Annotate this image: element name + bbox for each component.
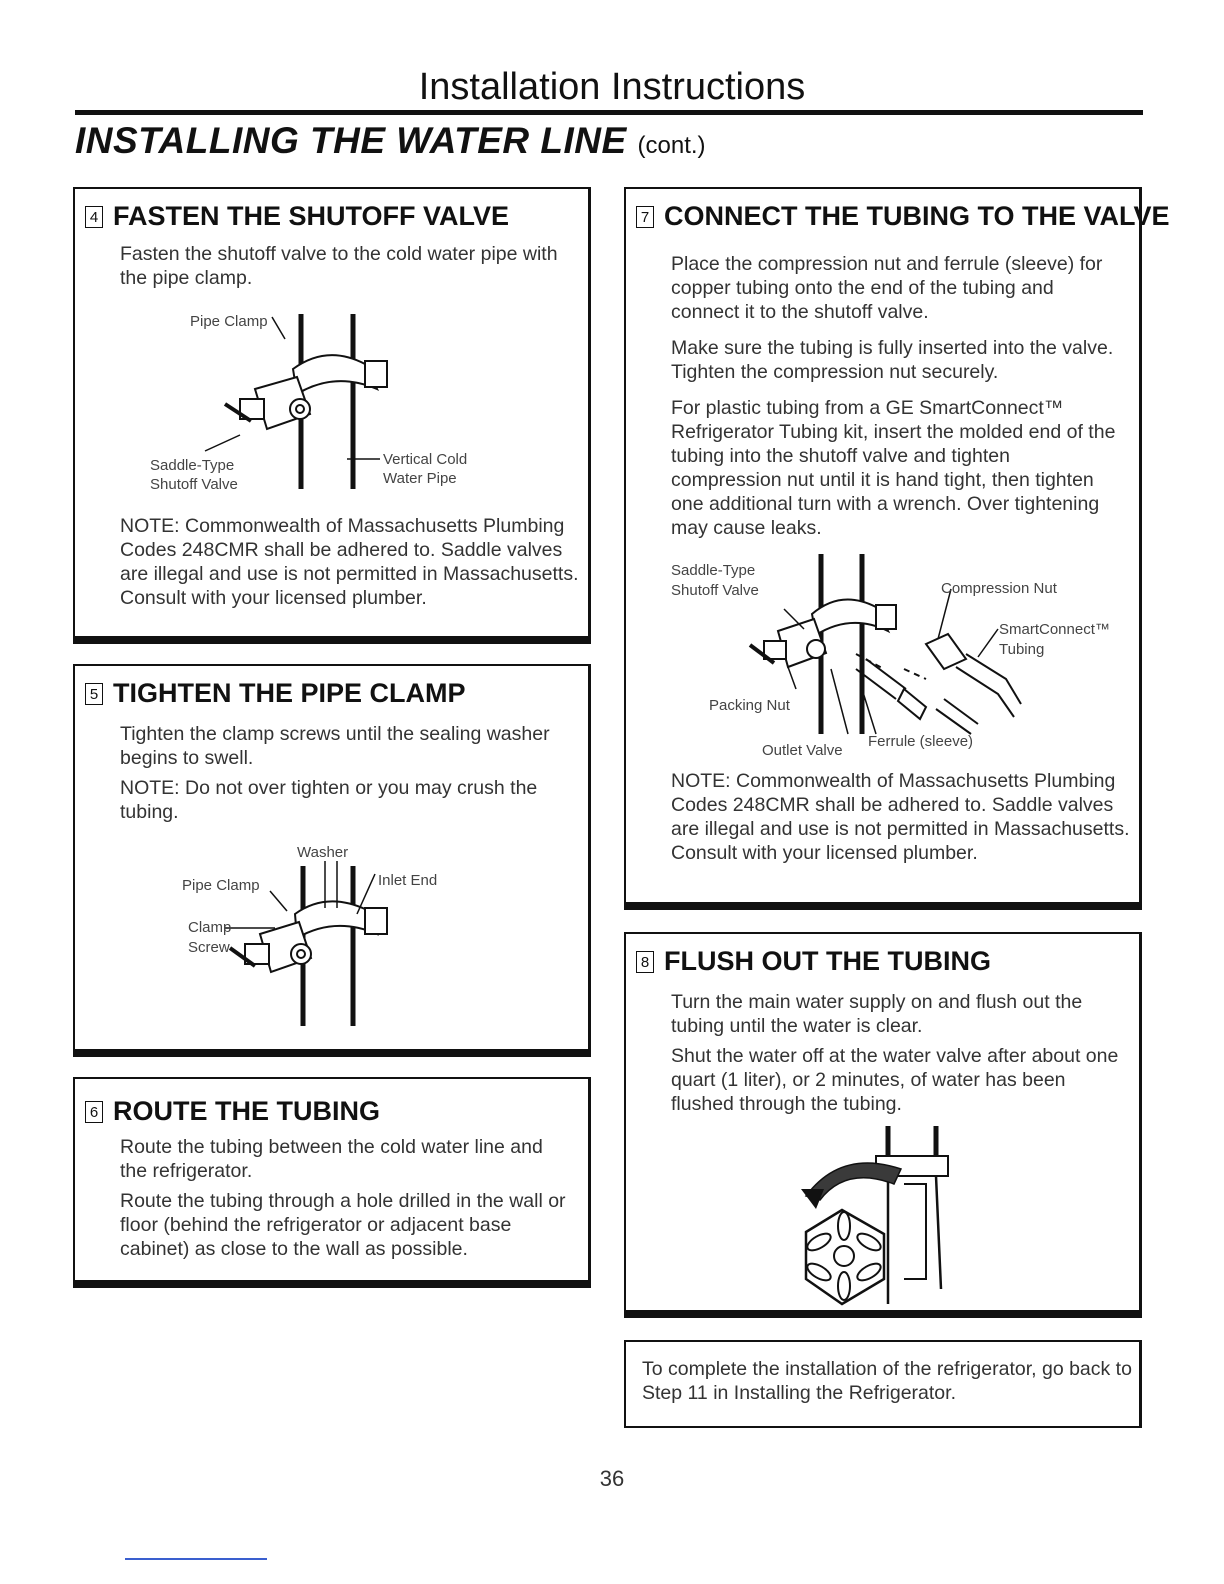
step-5-title: TIGHTEN THE PIPE CLAMP (113, 678, 466, 708)
step-6-title: ROUTE THE TUBING (113, 1096, 380, 1126)
step-7-text-3: For plastic tubing from a GE SmartConnect™ Refrigerator Tubing kit, insert the molded end of the tubing into the shutoff valve and tighten compression nut until it is hand tight, then tighten one additional turn with a wrench. Over tightening may cause leaks. (671, 397, 1116, 539)
step-4-title: FASTEN THE SHUTOFF VALVE (113, 201, 510, 231)
label-saddle-type-2: Shutoff Valve (150, 476, 238, 493)
final-note-box (624, 1340, 1142, 1428)
label-clamp: Clamp (188, 919, 232, 936)
section-title-text: INSTALLING THE WATER LINE (75, 120, 627, 161)
label-inlet-end: Inlet End (378, 872, 438, 889)
header-rule (75, 110, 1143, 115)
step-7-note: NOTE: Commonwealth of Massachusetts Plumbing Codes 248CMR shall be adhered to. Saddle valves are illegal and use is not permitted in Massachusetts. Consult with your licensed plumber. (671, 770, 1130, 864)
section-title-cont: (cont.) (637, 132, 706, 159)
page-number: 36 (599, 1466, 625, 1491)
step-6-text-2: Route the tubing through a hole drilled in the wall or floor (behind the refrigerator or adjacent base cabinet) as close to the wall as possible. (120, 1190, 566, 1260)
step-7-text-1: Place the compression nut and ferrule (sleeve) for copper tubing onto the end of the tubing and connect it to the shutoff valve. (671, 253, 1103, 323)
step-4-text: Fasten the shutoff valve to the cold water pipe with the pipe clamp. (120, 243, 558, 289)
label-pipe-clamp-5: Pipe Clamp (182, 877, 260, 894)
label-washer: Washer (297, 844, 349, 861)
label-saddle-type-7-1: Saddle-Type (671, 562, 756, 579)
label-compression-nut: Compression Nut (941, 580, 1057, 597)
step-6-number: 6 (85, 1101, 103, 1123)
step-5-note: NOTE: Do not over tighten or you may crush the tubing. (120, 777, 538, 823)
label-ferrule: Ferrule (sleeve) (868, 733, 974, 750)
step-7-number: 7 (636, 206, 654, 228)
step-4-box (73, 187, 591, 644)
step-8-text-1: Turn the main water supply on and flush out the tubing until the water is clear. (671, 991, 1083, 1037)
step-8-text-2: Shut the water off at the water valve after about one quart (1 liter), or 2 minutes, of water has been flushed through the tubing. (671, 1045, 1119, 1115)
pipe-clamp-illustration (75, 666, 593, 1059)
step-4-number: 4 (85, 206, 103, 228)
label-saddle-type-1: Saddle-Type (150, 457, 235, 474)
step-6-text-1: Route the tubing between the cold water line and the refrigerator. (120, 1136, 543, 1182)
step-8-number: 8 (636, 951, 654, 973)
label-pipe-clamp: Pipe Clamp (190, 313, 268, 330)
step-6-box (73, 1077, 591, 1288)
step-6-heading (85, 1096, 380, 1127)
label-vertical-cold-1: Vertical Cold (383, 451, 468, 468)
step-5-number: 5 (85, 683, 103, 705)
step-4-note: NOTE: Commonwealth of Massachusetts Plumbing Codes 248CMR shall be adhered to. Saddle valves are illegal and use is not permitted in Massachusetts. Consult with your licensed plumber. (120, 515, 579, 609)
label-screw: Screw (188, 939, 230, 956)
page-header: Installation Instructions (418, 66, 806, 108)
step-7-box (624, 187, 1170, 910)
footer-line (125, 1558, 267, 1560)
step-5-text: Tighten the clamp screws until the sealing washer begins to swell. (120, 723, 550, 769)
final-note-text: To complete the installation of the refrigerator, go back to Step 11 in Installing the Refrigerator. (642, 1358, 1132, 1404)
label-packing-nut: Packing Nut (709, 697, 790, 714)
water-valve-illustration (626, 934, 1144, 1320)
pipe-clamp-leader-line (272, 317, 285, 339)
section-title (75, 120, 706, 162)
label-outlet-valve: Outlet Valve (762, 742, 843, 759)
label-saddle-type-7-2: Shutoff Valve (671, 582, 759, 599)
label-smartconnect-1: SmartConnect™ (999, 621, 1110, 638)
saddle-valve-leader-line (205, 435, 240, 451)
label-smartconnect-2: Tubing (999, 641, 1045, 658)
step-7-text-2: Make sure the tubing is fully inserted into the valve. Tighten the compression nut securely. (671, 337, 1114, 383)
step-7-title: CONNECT THE TUBING TO THE VALVE (664, 201, 1170, 231)
step-8-title: FLUSH OUT THE TUBING (664, 946, 991, 976)
step-5-box (73, 664, 591, 1057)
step-8-box (624, 932, 1142, 1318)
label-vertical-cold-2: Water Pipe (383, 470, 457, 487)
